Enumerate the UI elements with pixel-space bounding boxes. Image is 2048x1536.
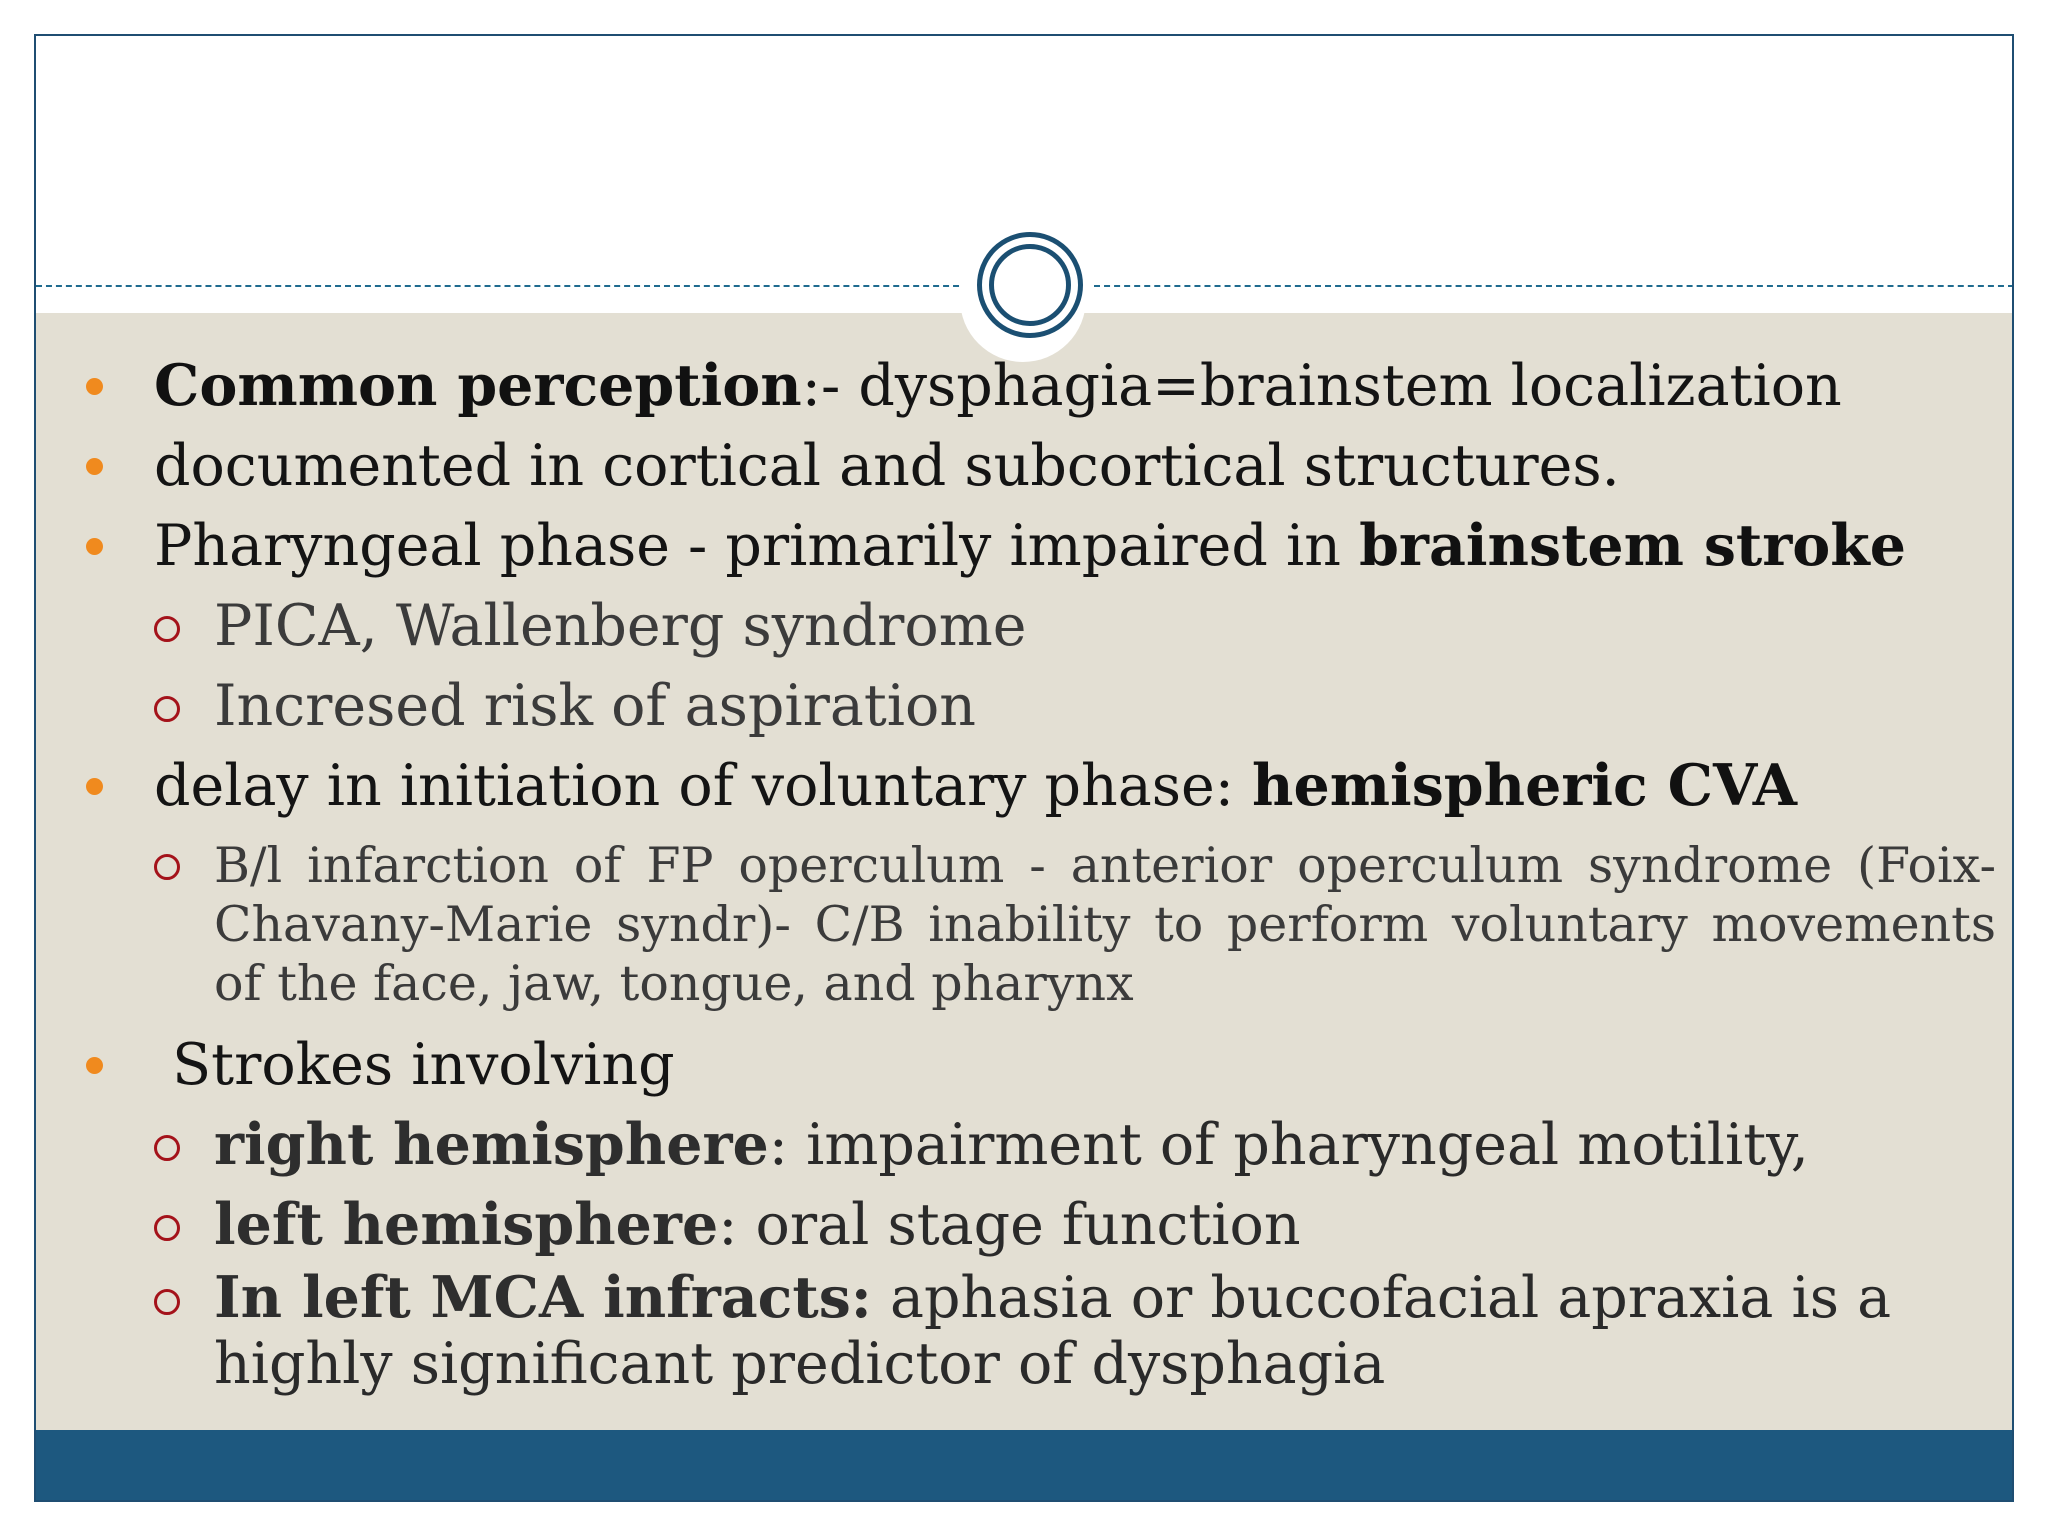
sub-bullet-text: PICA, Wallenberg syndrome [214, 593, 1027, 659]
bullet-common-perception [56, 346, 1996, 426]
bullet-voluntary-phase [56, 746, 1996, 826]
bullet-dot-icon [86, 458, 103, 475]
bullet-dot-icon [86, 1057, 103, 1074]
sub-bullet-operculum [56, 836, 1996, 1013]
sub-bullet-text: : oral stage function [718, 1192, 1301, 1258]
sub-bullet-text: aphasia or buccofacial apraxia is a highly significant predictor of dysphagia [214, 1265, 1892, 1397]
sub-bullet-left-hemisphere [56, 1185, 1996, 1265]
sub-bullet-text: Incresed risk of aspiration [214, 673, 976, 739]
bullet-bold: Common perception [154, 352, 802, 419]
bullet-list [56, 346, 1996, 1397]
bullet-bold: brainstem stroke [1359, 512, 1907, 579]
sub-bullet-aspiration [56, 666, 1996, 746]
bullet-text: Pharyngeal phase - primarily impaired in [154, 513, 1360, 579]
sub-bullet-ring-icon [154, 1289, 180, 1315]
sub-bullet-bold: In left MCA infracts: [214, 1264, 872, 1331]
bullet-strokes-involving [56, 1025, 1996, 1105]
sub-bullet-text: : impairment of pharyngeal motility, [768, 1112, 1809, 1178]
bullet-text: delay in initiation of voluntary phase: [154, 753, 1253, 819]
sub-bullet-left-mca [56, 1265, 1994, 1397]
slide-frame [34, 34, 2014, 1502]
bullet-text: :- dysphagia=brainstem localization [801, 353, 1842, 419]
bottom-bar [36, 1430, 2012, 1500]
title-divider-left [36, 285, 969, 287]
bullet-bold: hemispheric CVA [1252, 752, 1797, 819]
sub-bullet-bold: left hemisphere [214, 1191, 719, 1258]
bullet-dot-icon [86, 778, 103, 795]
title-divider-right [1094, 285, 2014, 287]
sub-bullet-ring-icon [154, 696, 180, 722]
bullet-pharyngeal-phase [56, 506, 1996, 586]
bullet-text: documented in cortical and subcortical structures. [154, 433, 1620, 499]
bullet-text: Strokes involving [154, 1032, 675, 1098]
sub-bullet-ring-icon [154, 854, 180, 880]
sub-bullet-ring-icon [154, 1215, 180, 1241]
sub-bullet-right-hemisphere [56, 1105, 1996, 1185]
bullet-documented [56, 426, 1996, 506]
bullet-dot-icon [86, 538, 103, 555]
sub-bullet-pica [56, 586, 1996, 666]
double-ring-inner [989, 244, 1071, 326]
sub-bullet-bold: right hemisphere [214, 1111, 769, 1178]
bullet-dot-icon [86, 378, 103, 395]
double-ring-icon [977, 232, 1083, 338]
sub-bullet-text: B/l infarction of FP operculum - anterior operculum syndrome (Foix-Chavany-Marie syndr)- C/B inability to perform voluntary movements of the face, jaw, tongue, and pharynx [214, 837, 1996, 1012]
sub-bullet-ring-icon [154, 616, 180, 642]
sub-bullet-ring-icon [154, 1135, 180, 1161]
